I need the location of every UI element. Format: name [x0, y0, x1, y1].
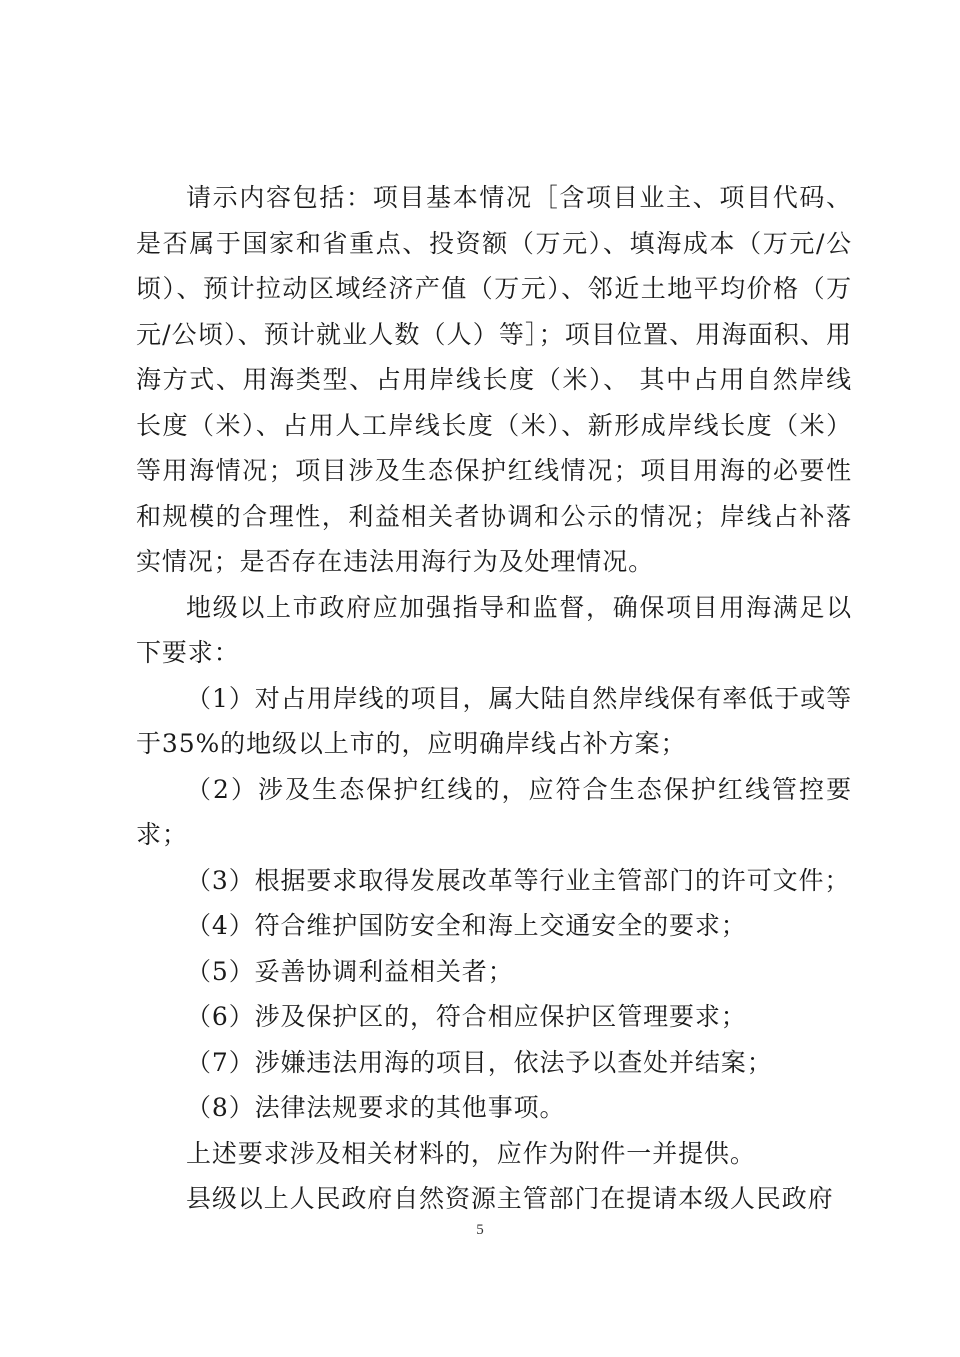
- list-item-requirement-2: （2）涉及生态保护红线的，应符合生态保护红线管控要求；: [136, 774, 852, 849]
- paragraph-city-government-requirements: 地级以上市政府应加强指导和监督，确保项目用海满足以下要求：: [136, 592, 852, 667]
- list-item-requirement-3: （3）根据要求取得发展改革等行业主管部门的许可文件；: [186, 865, 851, 895]
- list-item-requirement-5: （5）妥善协调利益相关者；: [186, 956, 514, 986]
- paragraph-county-department: 县级以上人民政府自然资源主管部门在提请本级人民政府: [186, 1184, 834, 1213]
- list-item-requirement-1: （1）对占用岸线的项目，属大陆自然岸线保有率低于或等于35%的地级以上市的，应明确岸线占补方案；: [136, 683, 852, 758]
- list-item-requirement-6: （6）涉及保护区的，符合相应保护区管理要求；: [186, 1002, 747, 1031]
- list-item-requirement-4: （4）符合维护国防安全和海上交通安全的要求；: [186, 911, 747, 940]
- document-body: [136, 175, 852, 1222]
- paragraph-request-contents: 请示内容包括：项目基本情况［含项目业主、项目代码、是否属于国家和省重点、投资额（万元）、填海成本（万元/公顷）、预计拉动区域经济产值（万元）、邻近土地平均价格（万元/公顷）、预计就业人数（人）等］；项目位置、用海面积、用海方式、用海类型、占用岸线长度（米）、 其中占用自然岸线长度（米）、占用人工岸线长度（米）、新形成岸线长度（米）等用海情况；项目涉及生态保护红线情况；项目用海的必要性和规模的合理性，利益相关者协调和公示的情况；岸线占补落实情况；是否存在违法用海行为及处理情况。: [136, 183, 852, 576]
- page-number: 5: [476, 1222, 484, 1238]
- paragraph-attachments-note: 上述要求涉及相关材料的，应作为附件一并提供。: [186, 1138, 756, 1168]
- list-item-requirement-8: （8）法律法规要求的其他事项。: [186, 1093, 566, 1122]
- list-item-requirement-7: （7）涉嫌违法用海的项目，依法予以查处并结案；: [186, 1047, 773, 1077]
